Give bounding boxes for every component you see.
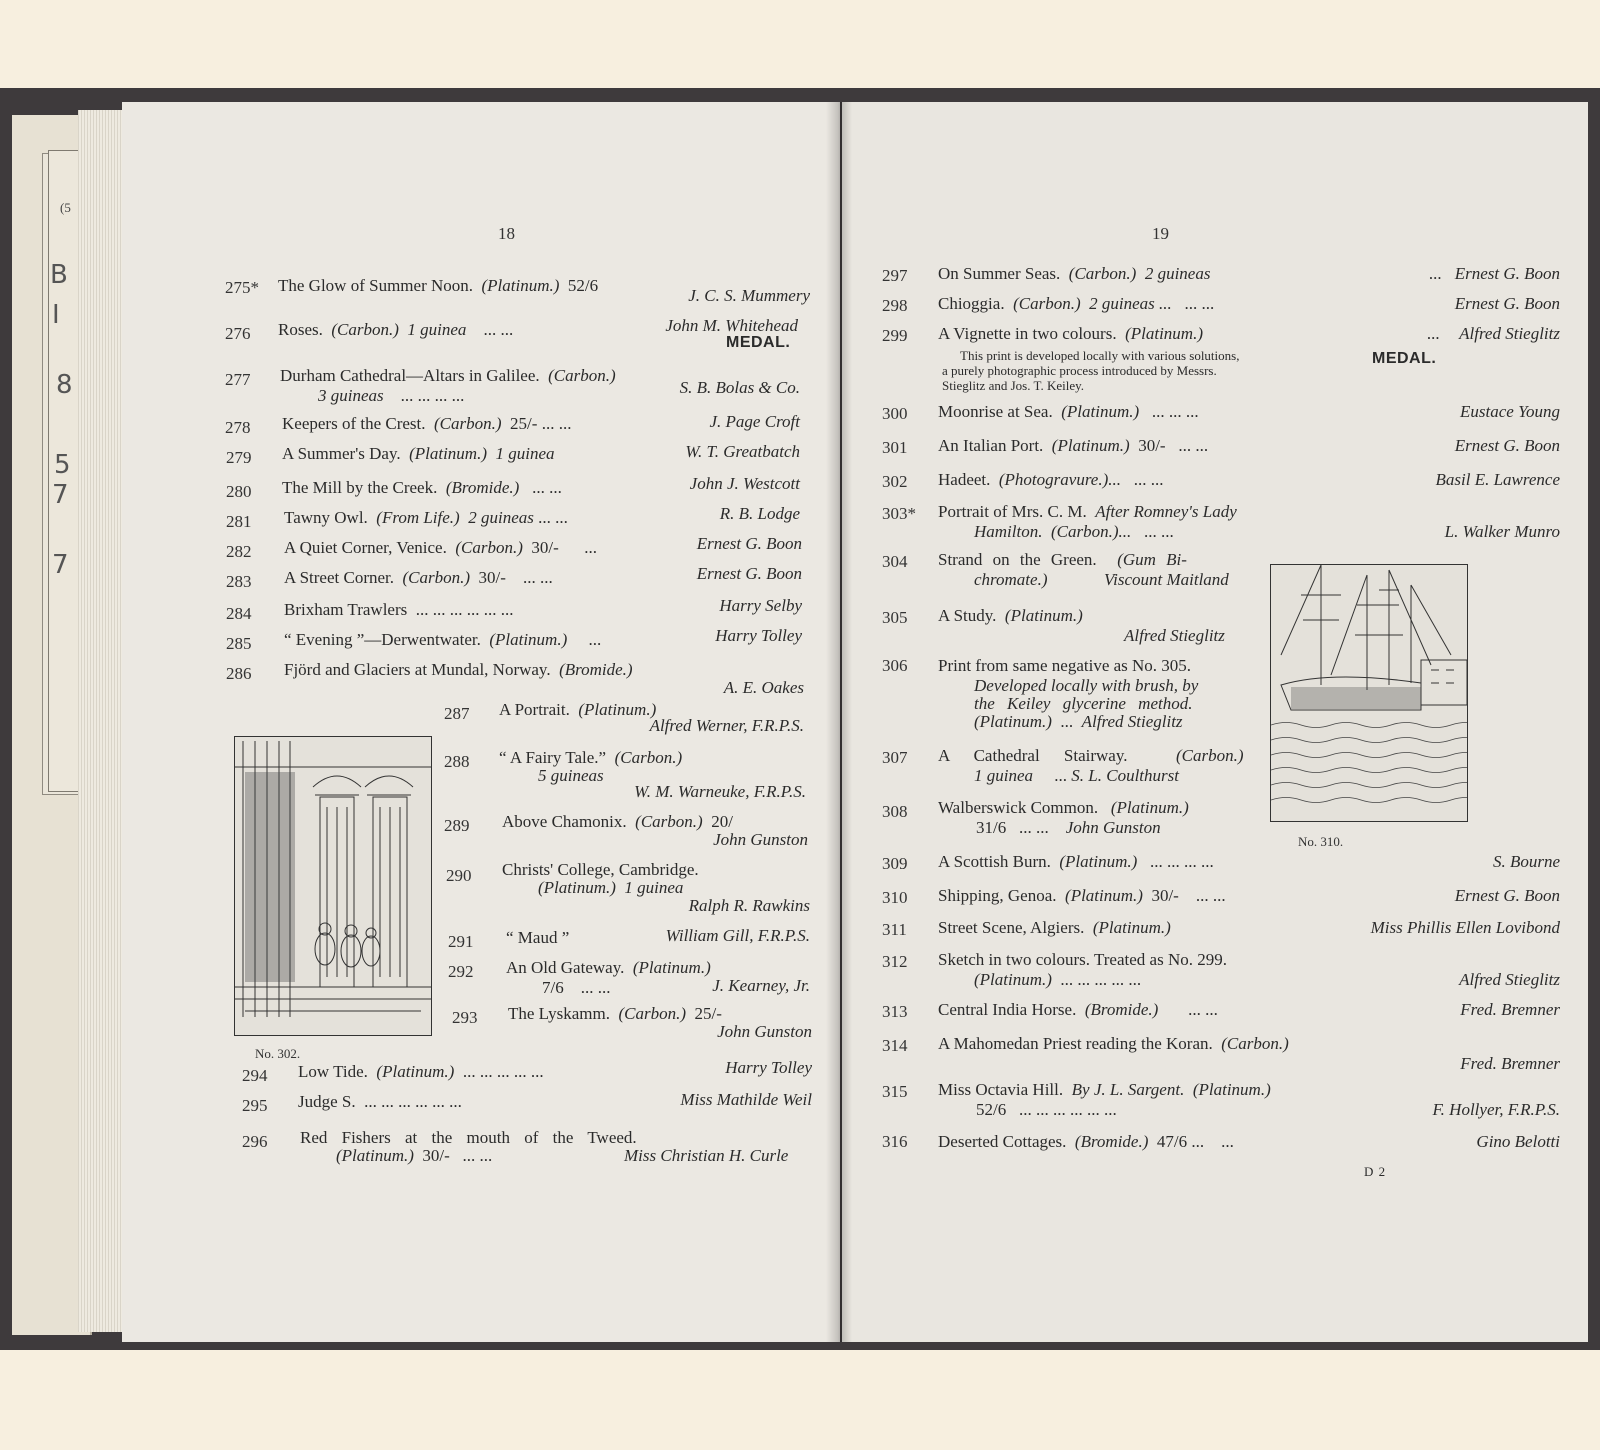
entry-exhibitor: Ernest G. Boon [696,534,802,553]
entry-exhibitor: John M. Whitehead [665,316,798,335]
entry-title: Hadeet. (Photogravure.)... ... ... [938,470,1164,489]
illustration-temple-columns [234,736,432,1036]
entry-number: 303* [882,504,916,523]
entry-number: 297 [882,266,908,285]
entry-exhibitor: R. B. Lodge [719,504,800,523]
entry-number: 288 [444,752,470,771]
entry-exhibitor: Harry Tolley [715,626,802,645]
entry-number: 282 [226,542,252,561]
entry-title: Roses. (Carbon.) 1 guinea ... ... [278,320,514,339]
entry-exhibitor: Harry Selby [719,596,802,615]
book-gutter [826,102,852,1342]
handwritten-pencil-marks: B I 8 5 7 7 [50,260,73,580]
entry-title: Miss Octavia Hill. By J. L. Sargent. (Platinum.) [938,1080,1271,1099]
entry-number: 307 [882,748,908,767]
entry-exhibitor: Ernest G. Boon [1454,436,1560,455]
entry-process: (Platinum.) 1 guinea [538,878,684,897]
entry-number: 283 [226,572,252,591]
entry-number: 316 [882,1132,908,1151]
entry-title: Red Fishers at the mouth of the Tweed. [300,1128,637,1147]
entry-title: Central India Horse. (Bromide.) ... ... [938,1000,1218,1019]
entry-title: Durham Cathedral—Altars in Galilee. (Carbon.) [280,366,616,385]
entry-number: 294 [242,1066,268,1085]
entry-title: A Mahomedan Priest reading the Koran. (Carbon.) [938,1034,1289,1053]
entry-title-cont: Hamilton. (Carbon.)... ... ... [974,522,1174,541]
entry-exhibitor: L. Walker Munro [1444,522,1560,541]
entry-note-line: This print is developed locally with various solutions, [960,348,1240,363]
entry-title: An Old Gateway. (Platinum.) [506,958,711,977]
entry-price: 52/6 ... ... ... ... ... ... [976,1100,1117,1119]
left-page [122,102,840,1342]
entry-exhibitor: John J. Westcott [689,474,800,493]
entry-exhibitor: John Gunston [717,1022,812,1041]
entry-exhibitor: J. C. S. Mummery [688,286,810,305]
entry-title: Print from same negative as No. 305. [938,656,1192,675]
entry-number: 309 [882,854,908,873]
entry-number: 315 [882,1082,908,1101]
entry-number: 298 [882,296,908,315]
entry-title: Judge S. ... ... ... ... ... ... [298,1092,462,1111]
entry-process: (Platinum.) ... ... ... ... ... [974,970,1142,989]
entry-exhibitor: Ernest G. Boon [696,564,802,583]
entry-number: 280 [226,482,252,501]
entry-number: 296 [242,1132,268,1151]
entry-number: 310 [882,888,908,907]
entry-exhibitor: J. Page Croft [709,412,800,431]
entry-exhibitor: F. Hollyer, F.R.P.S. [1432,1100,1560,1119]
harbour-ships-sketch [1271,565,1467,821]
entry-title: Deserted Cottages. (Bromide.) 47/6 ... ... [938,1132,1234,1151]
entry-exhibitor: Fred. Bremner [1460,1054,1560,1073]
entry-exhibitor: Viscount Maitland [1104,570,1229,589]
entry-exhibitor: J. Kearney, Jr. [712,976,810,995]
entry-number: 313 [882,1002,908,1021]
entry-exhibitor: Alfred Stieglitz [1459,970,1560,989]
entry-exhibitor: Alfred Stieglitz [1124,626,1225,645]
entry-title: Christs' College, Cambridge. [502,860,699,879]
entry-number: 285 [226,634,252,653]
entry-title: Portrait of Mrs. C. M. After Romney's Lady [938,502,1237,521]
entry-price: 5 guineas [538,766,604,785]
entry-price: 7/6 ... ... [542,978,611,997]
entry-number: 308 [882,802,908,821]
entry-dots: ... [1429,264,1442,283]
medal-award: MEDAL. [1372,350,1437,367]
entry-title: “ Evening ”—Derwentwater. (Platinum.) ... [284,630,602,649]
entry-note-line: a purely photographic process introduced by Messrs. [942,363,1217,378]
illustration-harbour-ships [1270,564,1468,822]
entry-number: 290 [446,866,472,885]
entry-exhibitor: Ralph R. Rawkins [688,896,810,915]
entry-number: 295 [242,1096,268,1115]
signature-mark: D 2 [1364,1164,1387,1179]
entry-title: “ Maud ” [506,928,570,947]
entry-number: 302 [882,472,908,491]
entry-number: 286 [226,664,252,683]
entry-title: A Summer's Day. (Platinum.) 1 guinea [282,444,555,463]
entry-title: Walberswick Common. (Platinum.) [938,798,1189,817]
entry-exhibitor: Alfred Werner, F.R.P.S. [649,716,804,735]
page-number: 19 [1152,224,1169,243]
entry-note-line: Stieglitz and Jos. T. Keiley. [942,378,1085,393]
entry-number: 279 [226,448,252,467]
entry-exhibitor: Eustace Young [1460,402,1560,421]
entry-exhibitor: Miss Mathilde Weil [680,1090,812,1109]
entry-exhibitor: Fred. Bremner [1460,1000,1560,1019]
entry-number: 287 [444,704,470,723]
entry-number: 293 [452,1008,478,1027]
entry-title: Moonrise at Sea. (Platinum.) ... ... ... [938,402,1199,421]
entry-number: 276 [225,324,251,343]
entry-number: 281 [226,512,252,531]
entry-exhibitor: Miss Christian H. Curle [624,1146,789,1165]
entry-title: Street Scene, Algiers. (Platinum.) [938,918,1171,937]
entry-title: Tawny Owl. (From Life.) 2 guineas ... ... [284,508,568,527]
entry-dots: ... [1427,324,1440,343]
entry-number: 311 [882,920,907,939]
entry-title: “ A Fairy Tale.” (Carbon.) [499,748,683,767]
entry-exhibitor: Ernest G. Boon [1454,294,1560,313]
entry-number: 292 [448,962,474,981]
entry-title-cont: chromate.) [974,570,1048,589]
entry-title: On Summer Seas. (Carbon.) 2 guineas [938,264,1211,283]
entry-price: 31/6 ... ... John Gunston [976,818,1161,837]
entry-exhibitor: A. E. Oakes [723,678,804,697]
medal-award: MEDAL. [726,334,791,351]
entry-title: A Street Corner. (Carbon.) 30/- ... ... [284,568,553,587]
entry-title: A Study. (Platinum.) [938,606,1083,625]
entry-number: 312 [882,952,908,971]
entry-number: 306 [882,656,908,675]
entry-process: (Platinum.) ... Alfred Stieglitz [974,712,1183,731]
entry-exhibitor: Gino Belotti [1476,1132,1560,1151]
page-number: 18 [498,224,515,243]
entry-exhibitor: W. T. Greatbatch [685,442,800,461]
entry-title: Shipping, Genoa. (Platinum.) 30/- ... ... [938,886,1226,905]
entry-number: 291 [448,932,474,951]
entry-title: A Cathedral Stairway. (Carbon.) [938,746,1244,765]
temple-columns-sketch [235,737,431,1035]
entry-number: 284 [226,604,252,623]
entry-number: 301 [882,438,908,457]
entry-exhibitor: Ernest G. Boon [1454,264,1560,283]
entry-title: The Glow of Summer Noon. (Platinum.) 52/6 [278,276,599,295]
entry-exhibitor: Harry Tolley [725,1058,812,1077]
entry-title: Fjörd and Glaciers at Mundal, Norway. (Bromide.) [284,660,633,679]
entry-title: The Mill by the Creek. (Bromide.) ... ... [282,478,562,497]
entry-exhibitor: S. Bourne [1492,852,1560,871]
entry-title: Brixham Trawlers ... ... ... ... ... ... [284,600,514,619]
entry-exhibitor: William Gill, F.R.P.S. [665,926,810,945]
entry-note-line: the Keiley glycerine method. [974,694,1193,713]
page-edges [78,110,123,1332]
entry-price: 1 guinea ... S. L. Coulthurst [974,766,1179,785]
entry-exhibitor: S. B. Bolas & Co. [679,378,800,397]
entry-exhibitor: W. M. Warneuke, F.R.P.S. [634,782,806,801]
entry-number: 275* [225,278,259,297]
figure-caption: No. 310. [1298,834,1344,849]
entry-number: 278 [225,418,251,437]
entry-number: 277 [225,370,251,389]
figure-caption: No. 302. [255,1046,301,1061]
entry-title: Above Chamonix. (Carbon.) 20/ [502,812,733,831]
entry-title: Sketch in two colours. Treated as No. 299. [938,950,1227,969]
entry-number: 305 [882,608,908,627]
entry-title: Chioggia. (Carbon.) 2 guineas ... ... ... [938,294,1215,313]
entry-note-line: Developed locally with brush, by [974,676,1199,695]
slip-text: (5 [60,200,71,215]
entry-title: Keepers of the Crest. (Carbon.) 25/- ... ... [282,414,572,433]
entry-exhibitor: Miss Phillis Ellen Lovibond [1370,918,1560,937]
entry-price: 3 guineas ... ... ... ... [318,386,465,405]
entry-title: An Italian Port. (Platinum.) 30/- ... ... [938,436,1209,455]
entry-title: Low Tide. (Platinum.) ... ... ... ... ... [298,1062,544,1081]
entry-title: A Vignette in two colours. (Platinum.) [938,324,1203,343]
entry-number: 304 [882,552,908,571]
entry-exhibitor: Basil E. Lawrence [1435,470,1560,489]
entry-title: The Lyskamm. (Carbon.) 25/- [508,1004,722,1023]
entry-title: A Quiet Corner, Venice. (Carbon.) 30/- ... [284,538,597,557]
entry-number: 299 [882,326,908,345]
entry-exhibitor: Alfred Stieglitz [1459,324,1560,343]
entry-process: (Platinum.) 30/- ... ... [336,1146,493,1165]
right-page [842,102,1588,1342]
entry-exhibitor: Ernest G. Boon [1454,886,1560,905]
entry-exhibitor: John Gunston [713,830,808,849]
entry-title: A Scottish Burn. (Platinum.) ... ... ... ... [938,852,1214,871]
entry-title: Strand on the Green. (Gum Bi- [938,550,1187,569]
entry-number: 314 [882,1036,908,1055]
entry-number: 300 [882,404,908,423]
entry-title: A Portrait. (Platinum.) [499,700,657,719]
entry-number: 289 [444,816,470,835]
